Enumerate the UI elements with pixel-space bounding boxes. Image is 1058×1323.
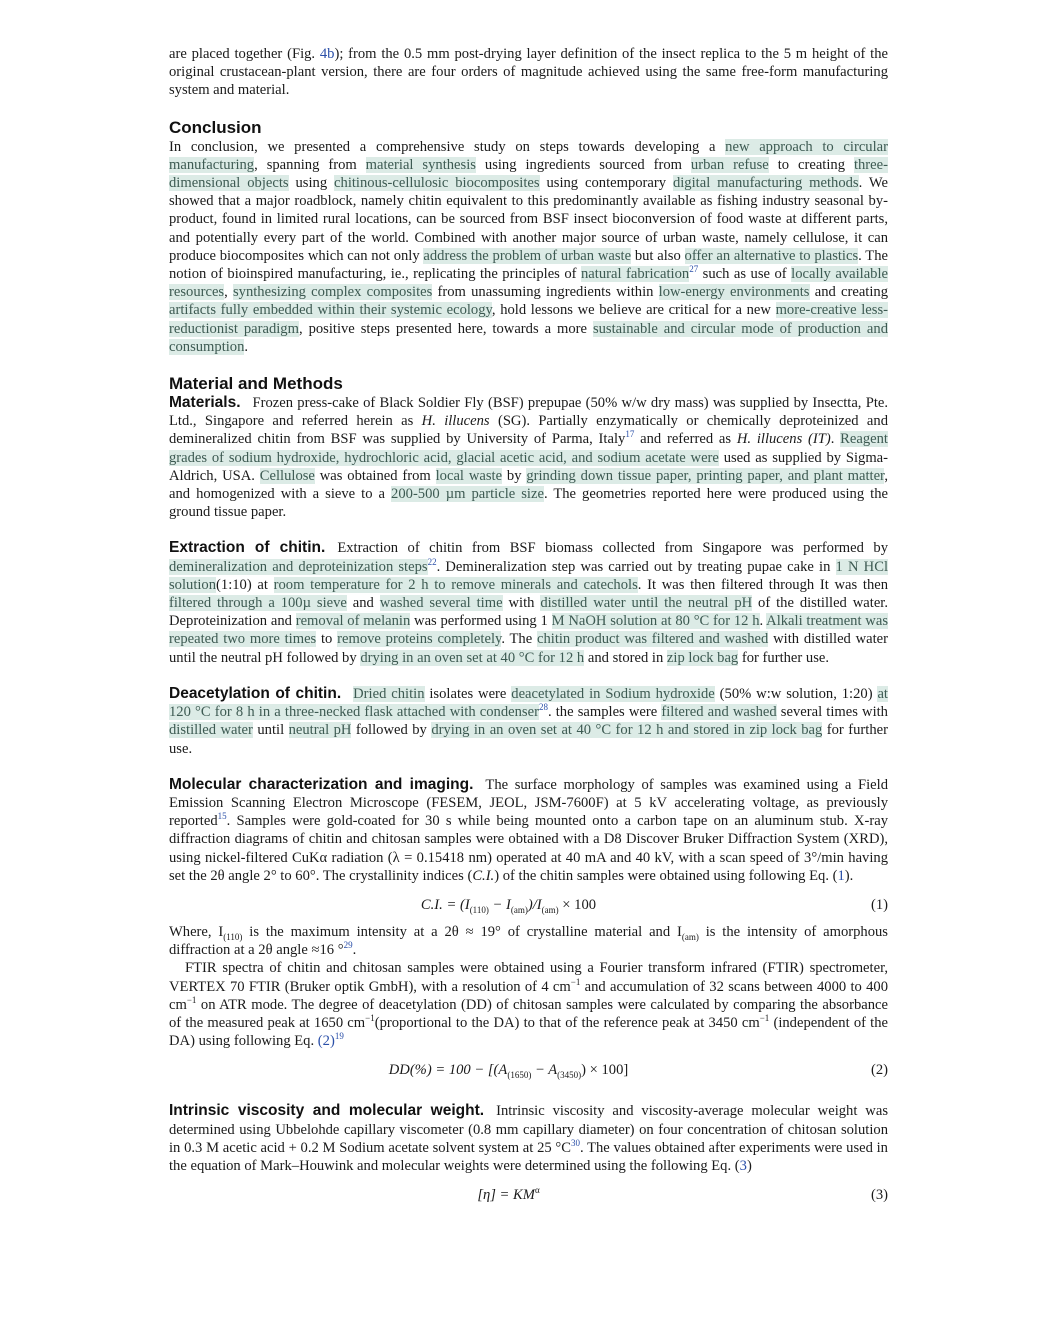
citation-link[interactable]: 19: [334, 1031, 344, 1042]
highlight: urban refuse: [690, 156, 769, 173]
highlight: three-dimensional objects: [169, 156, 888, 192]
highlight: grinding down tissue paper, printing paper, and plant matter: [526, 467, 885, 484]
equation-number: (2): [870, 1062, 888, 1079]
highlight: Reagent grades of sodium hydroxide, hydrochloric acid, glacial acetic acid, and sodium acetate were: [169, 431, 888, 466]
citation-link[interactable]: 30: [570, 1137, 580, 1148]
equation-link[interactable]: 1: [837, 867, 845, 884]
equation-2: $DD(\%) = 100 - [(A_{(1650)} - A_{(3450)}) \times 100]$ (2): [388, 1062, 888, 1081]
equation-3: $[\eta] = KM^\alpha$ (3): [477, 1185, 888, 1204]
highlight: 200-500 µm particle size: [391, 486, 544, 503]
equation-1: C.I. = $(I_{(110)} - I_{(am)})/I_{(am)} \times 100$ (1): [420, 896, 888, 915]
highlight: M NaOH solution at 80 °C for 12 h: [551, 613, 760, 630]
conclusion-paragraph: In conclusion, we presented a comprehensive study on steps towards developing a new approach to circular manufacturing, spanning from material synthesis using ingredients sourced from urban refuse to creating three-dimensional objects using chitinous-cellulosic biocomposites using contemporary digital manufacturing methods. We showed that a major roadblock, namely chitin equivalent to this predominantly available as fishing industry seasonal by-product, found in limited rural locations, can be sourced from BSF insect bioconversion of food waste at different parts, and potentially every part of the world. Combined with another major source of urban waste, namely cellulose, it can produce biocomposites which can not only address the problem of urban waste but also offer an alternative to plastics. The notion of bioinspired manufacturing, ie., replicating the principles of natural fabrication$^{27}$ such as use of locally available resources, synthesizing complex composites from unassuming ingredients within low-energy environments and creating artifacts fully embedded within their systemic ecology, hold lessons we believe are critical for a new more-creative less-reductionist paradigm, positive steps presented here, towards a more sustainable and circular mode of production and consumption.: [169, 138, 889, 355]
highlight: sustainable and circular mode of production and consumption: [169, 320, 888, 355]
highlight: offer an alternative to plastics: [684, 247, 859, 264]
highlight: Dried chitin: [353, 685, 425, 702]
highlight: natural fabrication: [580, 266, 690, 283]
highlight: room temperature for 2 h to remove minerals and catechols: [273, 576, 638, 593]
deacetylation-paragraph: Deacetylation of chitin. Dried chitin isolates were deacetylated in Sodium hydroxide (50% w:w solution, 1:20) at 120 °C for 8 h in a three-necked flask attached with condenser$^{28}$. the samples were filtered and washed several times with distilled water until neutral pH followed by drying in an oven set at 40 °C for 12 h and stored in zip lock bag for further use.: [169, 684, 888, 757]
highlight: new approach to circular manufacturing: [169, 138, 888, 173]
citation-link[interactable]: 17: [625, 429, 635, 440]
viscosity-subheading: Intrinsic viscosity and molecular weight.: [169, 1102, 485, 1120]
citation-link[interactable]: 28: [538, 702, 548, 713]
highlight: low-energy environments: [658, 284, 810, 301]
highlight: chitin product was filtered and washed: [536, 631, 769, 648]
highlight: washed several time: [379, 595, 503, 612]
highlight: zip lock bag: [666, 649, 739, 666]
highlight: Cellulose: [259, 467, 315, 484]
molecular-paragraph: Molecular characterization and imaging. The surface morphology of samples was examined using a Field Emission Scanning Electron Microscope (FESEM, JEOL, JSM-7600F) at 5 kV accelerating voltage, as previously reported$^{15}$. Samples were gold-coated for 30 s while being mounted onto a carbon tape on an aluminum stub. X-ray diffraction diagrams of chitin and chitosan samples were obtained with a D8 Discover Bruker Diffraction System (XRD), using nickel-filtered CuKα radiation (λ = 0.15418 nm) operated at 40 mA and 40 kV, with a scan speed of 3°/min having set the 2θ angle 2° to 60°. The crystallinity indices (C.I.) of the chitin samples were obtained using following Eq. (1).: [169, 775, 888, 884]
highlight: at 120 °C for 8 h in a three-necked flask attached with condenser: [169, 685, 888, 721]
highlight: synthesizing complex composites: [232, 284, 433, 301]
highlight: remove proteins completely: [337, 631, 502, 648]
extraction-paragraph: Extraction of chitin. Extraction of chitin from BSF biomass collected from Singapore was performed by demineralization and deproteinization steps$^{22}$. Demineralization step was carried out by treating pupae cake in 1 N HCl solution(1:10) at room temperature for 2 h to remove minerals and catechols. It was then filtered through It was then filtered through a 100µ sieve and washed several time with distilled water until the neutral pH of the distilled water. Deproteinization and removal of melanin was performed using 1 M NaOH solution at 80 °C for 12 h. Alkali treatment was repeated two more times to remove proteins completely. The chitin product was filtered and washed with distilled water until the neutral pH followed by drying in an oven set at 40 °C for 12 h and stored in zip lock bag for further use.: [169, 539, 889, 666]
where-paragraph: Where, $I_{(110)}$ is the maximum intensity at a 2θ ≈ 19° of crystalline material and $I_{(am)}$ is the intensity of amorphous diffraction at a 2θ angle ≈16 °$^{29}$.: [169, 923, 888, 959]
citation-link[interactable]: 29: [343, 940, 353, 951]
ftir-paragraph: FTIR spectra of chitin and chitosan samples were obtained using a Fourier transform infrared (FTIR) spectrometer, VERTEX 70 FTIR (Bruker optik GmbH), with a resolution of 4 $cm^{-1}$ and accumulation of 32 scans between 4000 to 400 $cm^{-1}$ on ATR mode. The degree of deacetylation (DD) of chitosan samples were calculated by comparing the absorbance of the measured peak at 1650 $cm^{-1}(proportional$ to the DA) to that of the reference peak at 3450 $cm^{-1}$ (independent of the DA) using following Eq. (2)$^{19}$: [169, 960, 888, 1050]
highlight: Alkali treatment was repeated two more times: [169, 613, 888, 648]
highlight: artifacts fully embedded within their systemic ecology: [169, 302, 492, 319]
highlight: digital manufacturing methods: [672, 175, 859, 192]
extraction-subheading: Extraction of chitin.: [169, 539, 326, 557]
highlight: distilled water: [169, 722, 253, 739]
highlight: material synthesis: [365, 156, 476, 173]
highlight: drying in an oven set at 40 °C for 12 h: [360, 649, 585, 666]
equation-number: (1): [870, 896, 888, 913]
intro-paragraph: are placed together (Fig. 4b); from the 0.5 mm post-drying layer definition of the insect replica to the 5 m height of the original crustacean-plant version, there are four orders of magnitude achieved using the same free-form manufacturing system and material.: [169, 46, 888, 99]
highlight: 1 N HCl solution: [169, 558, 888, 593]
figure-link[interactable]: 4b: [319, 46, 335, 62]
highlight: demineralization and deproteinization steps: [169, 558, 428, 575]
highlight: filtered and washed: [661, 704, 777, 721]
highlight: locally available resources: [169, 266, 889, 301]
highlight: removal of melanin: [295, 613, 411, 630]
highlight: drying in an oven set at 40 °C for 12 h and stored in zip lock bag: [431, 722, 823, 739]
molecular-subheading: Molecular characterization and imaging.: [169, 775, 474, 793]
equation-link[interactable]: 3: [739, 1157, 747, 1174]
highlight: address the problem of urban waste: [423, 247, 632, 264]
highlight: neutral pH: [288, 722, 352, 739]
highlight: chitinous-cellulosic biocomposites: [334, 175, 540, 192]
viscosity-paragraph: Intrinsic viscosity and molecular weight. Intrinsic viscosity and viscosity-average molecular weight was determined using Ubbelohde capillary viscometer (0.8 mm capillary diameter) on four concentration of chitosan solution in 0.3 M acetic acid + 0.2 M Sodium acetate solvent system at 25 °C$^{30}$. The values obtained after experiments were used in the equation of Mark–Houwink and molecular weights were determined using the following Eq. (3): [169, 1102, 888, 1174]
methods-heading: Material and Methods: [169, 374, 343, 394]
equation-link[interactable]: (2): [317, 1033, 335, 1050]
citation-link[interactable]: 27: [689, 264, 699, 275]
materials-paragraph: Materials. Frozen press-cake of Black Soldier Fly (BSF) prepupae (50% w/w dry mass) was supplied by Insectta, Pte. Ltd., Singapore and referred herein as H. illucens (SG). Partially enzymatically or chemically deproteinized and demineralized chitin from BSF was supplied by University of Parma, Italy$^{17}$ and referred as H. illucens (IT). Reagent grades of sodium hydroxide, hydrochloric acid, glacial acetic acid, and sodium acetate were used as supplied by Sigma-Aldrich, USA. Cellulose was obtained from local waste by grinding down tissue paper, printing paper, and plant matter, and homogenized with a sieve to a 200-500 µm particle size. The geometries reported here were produced using the ground tissue paper.: [169, 394, 889, 521]
citation-link[interactable]: 15: [217, 811, 227, 822]
paper-page: [169, 45, 888, 1213]
highlight: distilled water until the neutral pH: [540, 595, 753, 612]
highlight: filtered through a 100µ sieve: [169, 595, 347, 612]
citation-link[interactable]: 22: [427, 556, 437, 567]
equation-number: (3): [870, 1187, 888, 1204]
materials-subheading: Materials.: [169, 394, 241, 412]
highlight: deacetylated in Sodium hydroxide: [511, 685, 715, 702]
highlight: local waste: [435, 467, 503, 484]
highlight: more-creative less-reductionist paradigm: [169, 302, 888, 337]
deacetylation-subheading: Deacetylation of chitin.: [169, 684, 342, 702]
conclusion-heading: Conclusion: [169, 117, 262, 137]
